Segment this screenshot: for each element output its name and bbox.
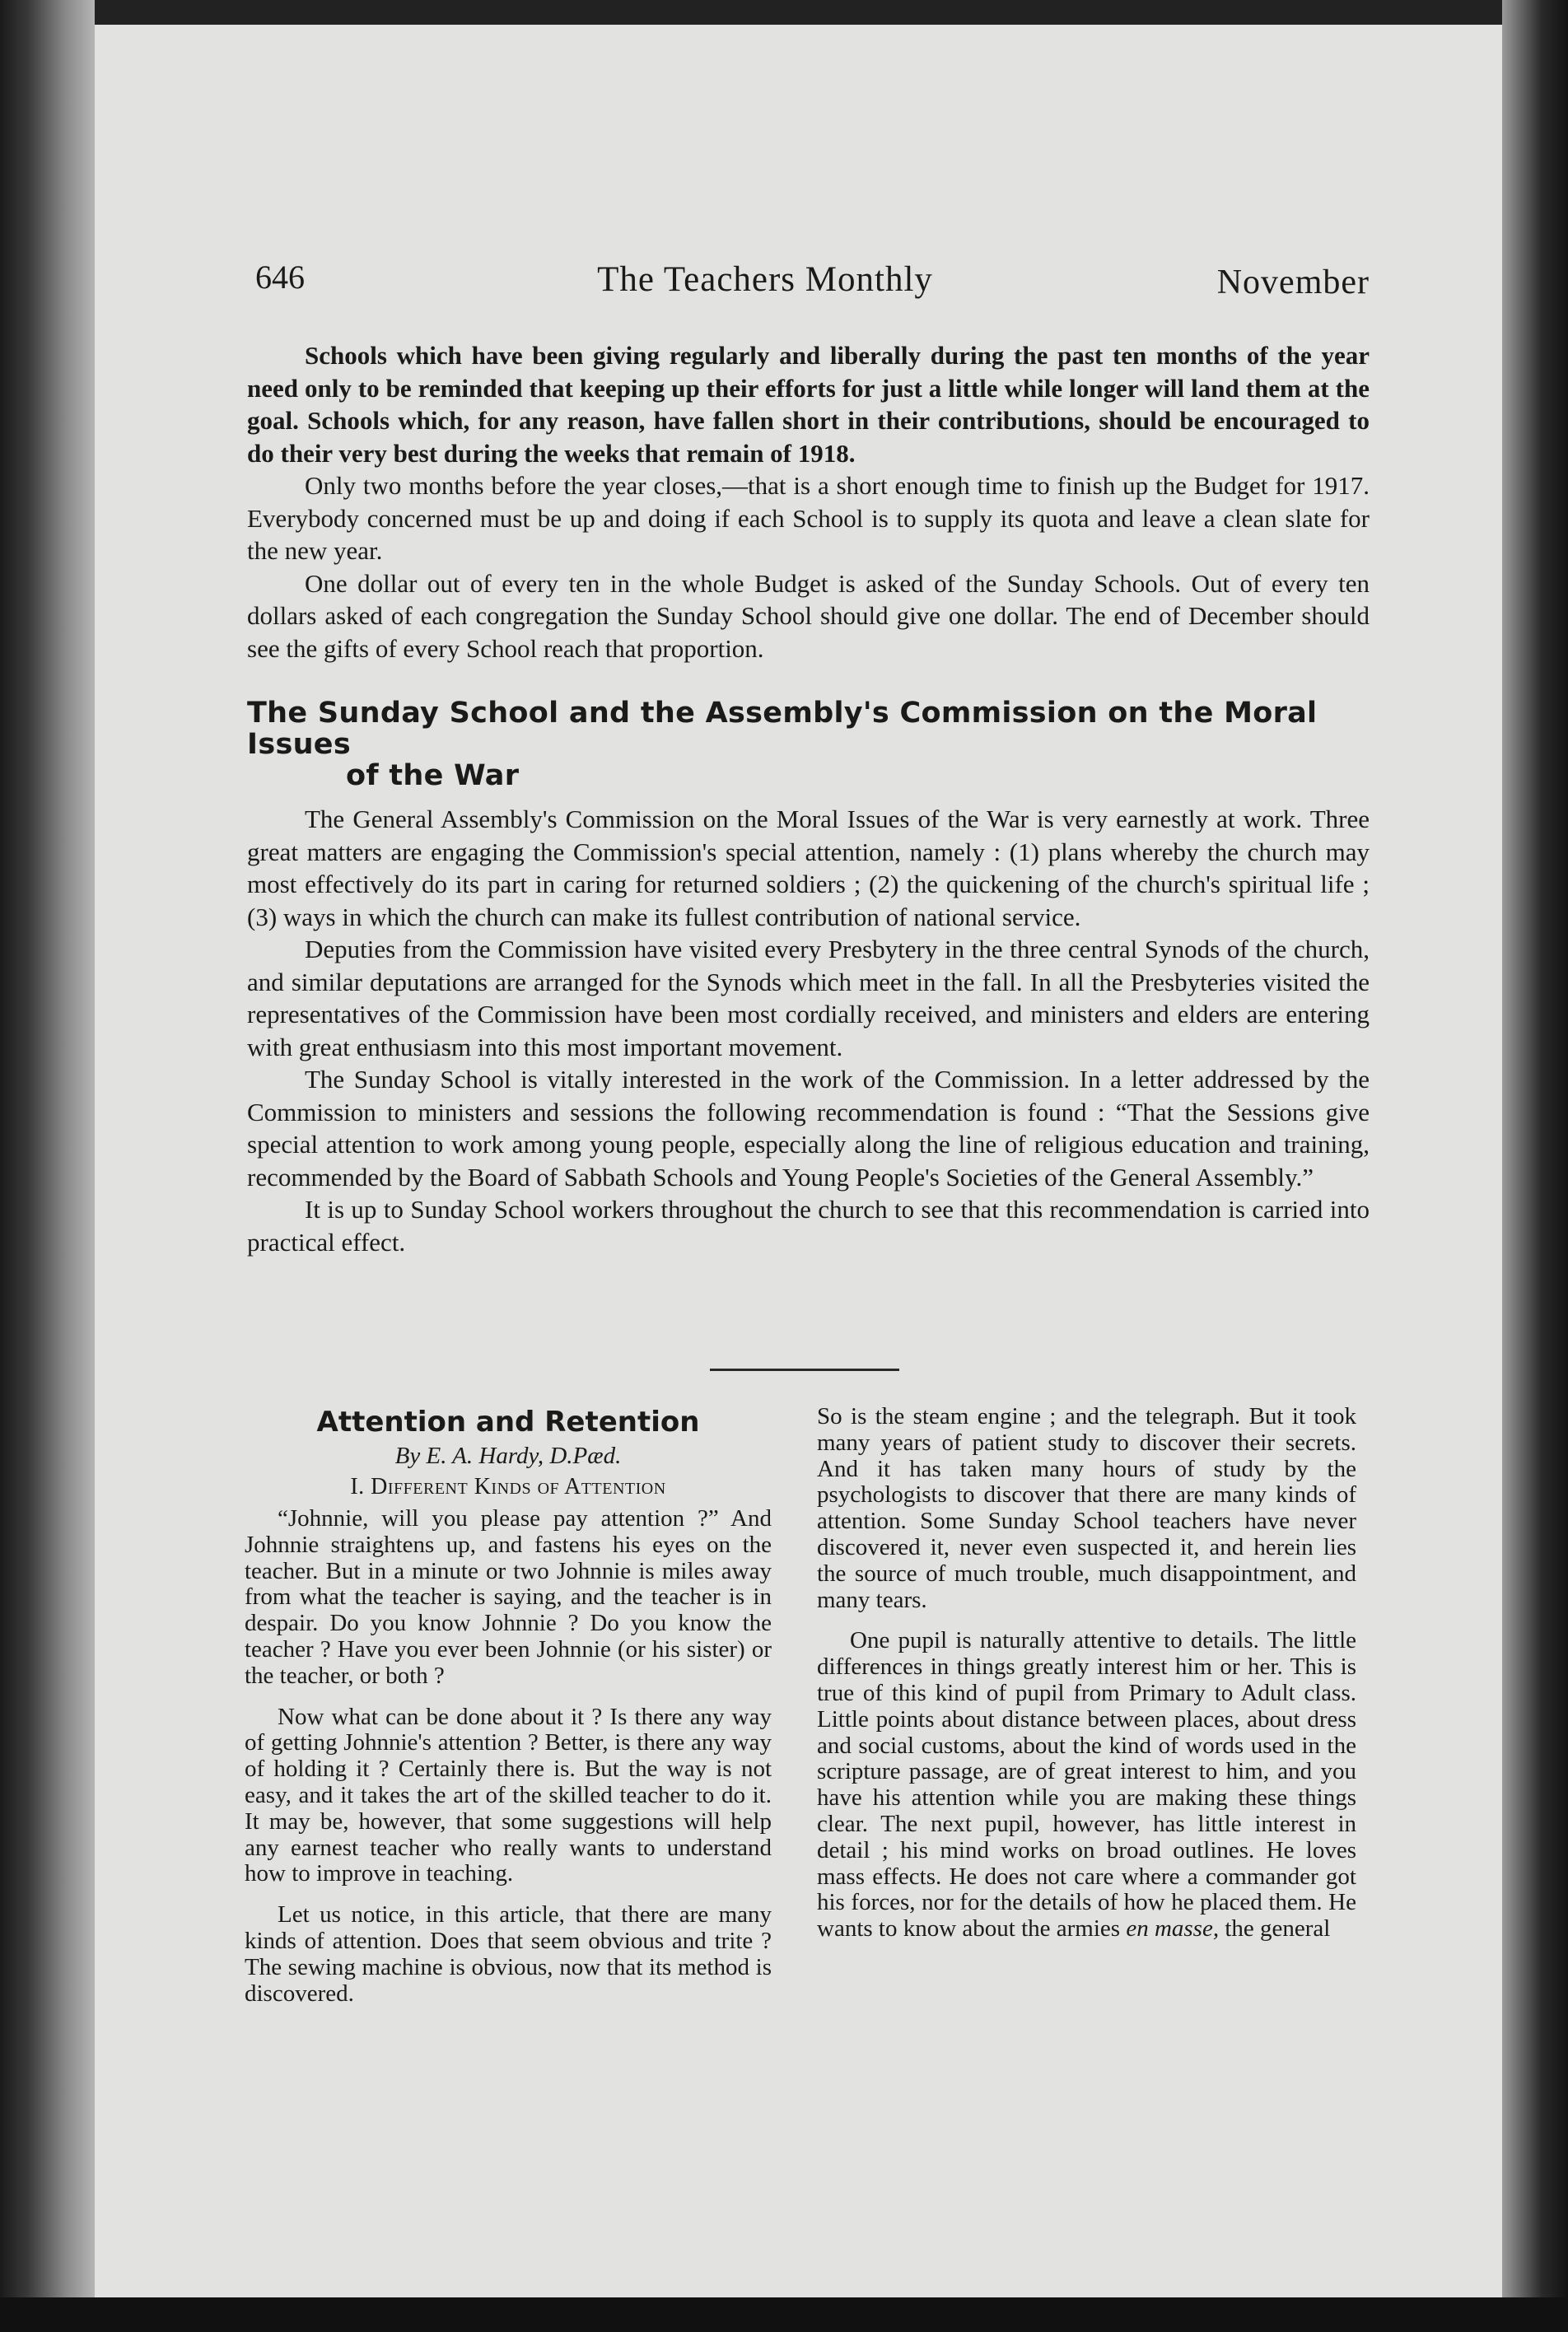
page-number: 646 xyxy=(255,259,305,296)
body-paragraph: Now what can be done about it ? Is there any way of getting Johnnie's attention ? Better, is there any way of holding it ? Certainly there is. But the way is not easy, and it takes the art of the skilled teacher to do it. It may be, however, that some suggestions will help any earnest teacher who really wants to understand how to improve in teaching. xyxy=(245,1703,772,1887)
body-paragraph: The General Assembly's Commission on the Moral Issues of the War is very earnestly at work. Three great matters are engaging the Commission's special attention, namely : (1) plans whereby the church may most effectively do its part in caring for returned soldiers ; (2) the quickening of the church's spiritual life ; (3) ways in which the church can make its fullest contribution of national service. xyxy=(247,805,1370,931)
article-byline: By E. A. Hardy, D.Pæd. xyxy=(394,1443,622,1469)
body-paragraph: “Johnnie, will you please pay attention ?” And Johnnie straightens up, and fastens his eyes on the teacher. But in a minute or two Johnnie is miles away from what the teacher is saying, and the teacher is in despair. Do you know Johnnie ? Do you know the teacher ? Have you ever been Johnnie (or his sister) or the teacher, or both ? xyxy=(245,1505,772,1689)
scan-bottom-edge xyxy=(0,2297,1568,2332)
body-paragraph: Only two months before the year closes,—that is a short enough time to finish up the Budget for 1917. Everybody concerned must be up and doing if each School is to supply its quota and leave a clean slate for the new year. xyxy=(247,471,1370,565)
body-paragraph xyxy=(817,1628,1356,1943)
headline-line: The Sunday School and the Assembly's Commission on the Moral Issues xyxy=(247,697,1318,761)
running-head xyxy=(161,251,1370,309)
commission-article xyxy=(247,697,1370,1258)
body-paragraph: Let us notice, in this article, that there are many kinds of attention. Does that seem obvious and trite ? The sewing machine is obvious, now that its method is discovered. xyxy=(245,1901,772,2007)
body-paragraph: So is the steam engine ; and the telegraph. But it took many years of patient study to discover their secrets. And it has taken many hours of study by the psychologists to discover that there are many kinds of attention. Some Sunday School teachers have never discovered it, never even suspected it, and herein lies the source of much trouble, much disappointment, and many tears. xyxy=(817,1403,1356,1613)
body-paragraph: Schools which have been giving regularly and liberally during the past ten months of the year need only to be reminded that keeping up their efforts for just a little while longer will land them at the goal. Schools which, for any reason, have fallen short in their contributions, should be encouraged to do their very best during the weeks that remain of 1918. xyxy=(247,341,1370,468)
journal-title: The Teachers Monthly xyxy=(597,260,933,299)
body-paragraph: The Sunday School is vitally interested in the work of the Commission. In a letter addressed by the Commission to ministers and sessions the following recommendation is found : “That the Sessions give special attention to work among young people, especially along the line of religious education and training, recommended by the Board of Sabbath Schools and Young People's Societies of the General Assembly.” xyxy=(247,1065,1370,1192)
paragraph-text: One pupil is naturally attentive to details. The little differences in things greatly interest him or her. This is true of this kind of pupil from Primary to Adult class. Little points about distance between places, about dress and social customs, about the kind of words used in the scripture passage, are of great interest to him, and you have his attention while you are making these things clear. The next pupil, however, has little interest in detail ; his mind works on broad outlines. He loves mass effects. He does not care where a commander got his forces, nor for the details of how he placed them. He wants to know about the armies xyxy=(817,1627,1356,1943)
body-paragraph: Deputies from the Commission have visited every Presbytery in the three central Synods of the church, and similar deputations are arranged for the Synods which meet in the fall. In all the Presbyteries visited the representatives of the Commission have been most cordially received, and ministers and elders are entering with great enthusiasm into this most important movement. xyxy=(247,935,1370,1061)
attention-article-left-column xyxy=(245,1404,772,2007)
headline-line: of the War xyxy=(346,759,520,792)
section-divider xyxy=(710,1369,899,1371)
paragraph-tail: the general xyxy=(1219,1915,1331,1943)
issue-month: November xyxy=(1216,264,1370,301)
body-paragraph: One dollar out of every ten in the whole Budget is asked of the Sunday Schools. Out of every ten dollars asked of each congregation the Sunday School should give one dollar. The end of December should see the gifts of every School reach that proportion. xyxy=(247,568,1370,663)
italic-phrase: en masse, xyxy=(1126,1915,1220,1943)
article-headline xyxy=(247,697,1370,791)
budget-section xyxy=(247,339,1370,665)
attention-article-right-column xyxy=(817,1404,1356,1943)
body-paragraph: It is up to Sunday School workers throughout the church to see that this recommendation is carried into practical effect. xyxy=(247,1195,1370,1257)
scan-left-edge xyxy=(0,0,95,2332)
article-title: Attention and Retention xyxy=(316,1406,700,1439)
scan-right-edge xyxy=(1502,0,1568,2332)
section-heading: I. Different Kinds of Attention xyxy=(350,1474,666,1499)
